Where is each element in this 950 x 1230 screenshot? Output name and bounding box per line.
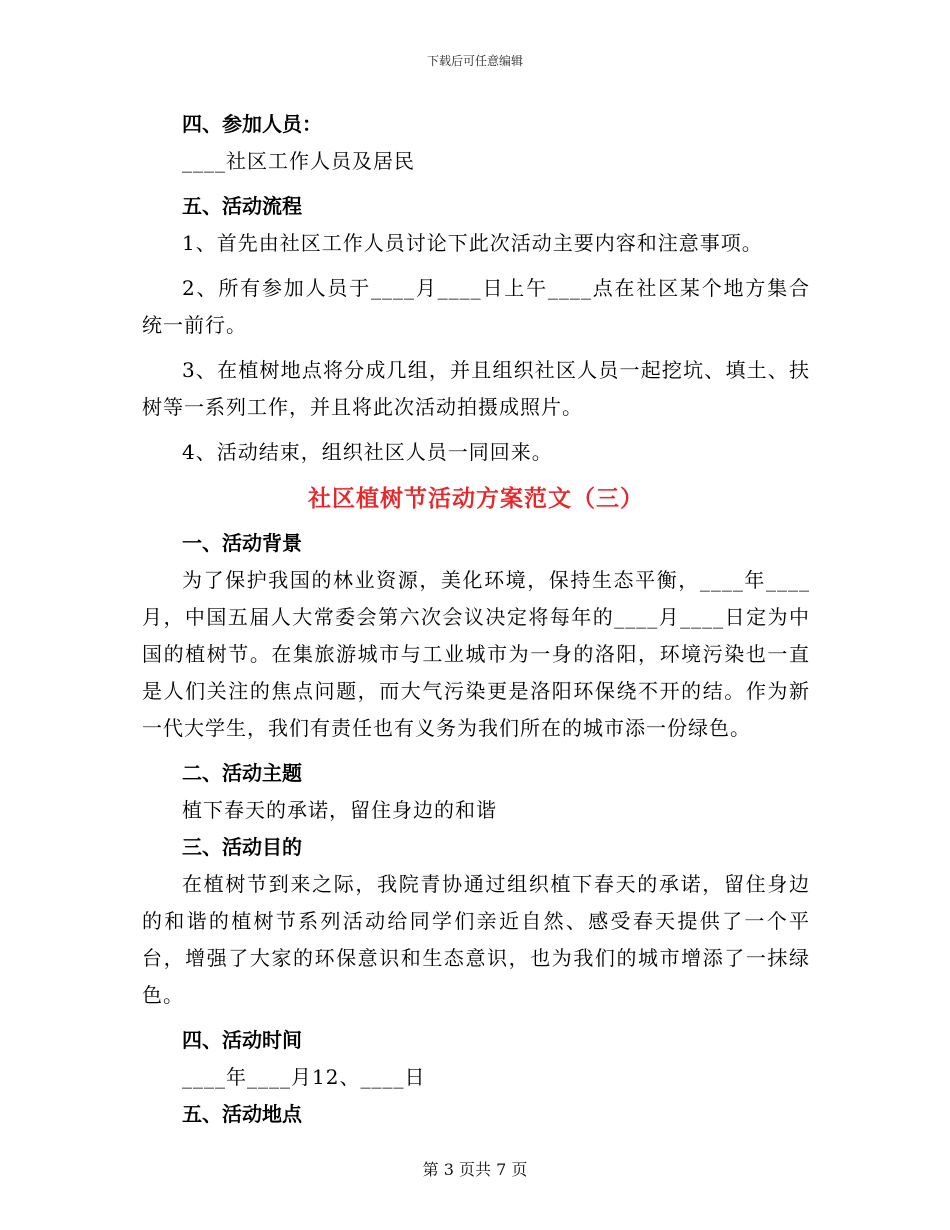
heading-purpose: 三、活动目的 xyxy=(182,835,302,859)
heading-theme: 二、活动主题 xyxy=(182,761,302,785)
heading-time: 四、活动时间 xyxy=(182,1028,302,1052)
paragraph-process-step-4: 4、活动结束，组织社区人员一同回来。 xyxy=(182,440,553,464)
page-number: 第 3 页共 7 页 xyxy=(422,1160,528,1179)
paragraph-process-step-1: 1、首先由社区工作人员讨论下此次活动主要内容和注意事项。 xyxy=(182,231,763,255)
paragraph-theme: 植下春天的承诺，留住身边的和谐 xyxy=(182,798,497,822)
heading-participants: 四、参加人员： xyxy=(182,112,322,136)
document-body xyxy=(142,106,810,1133)
heading-background: 一、活动背景 xyxy=(182,531,302,555)
paragraph-purpose: 在植树节到来之际，我院青协通过组织植下春天的承诺，留住身边的和谐的植树节系列活动给同学们亲近自然、感受春天提供了一个平台，增强了大家的环保意识和生态意识，也为我们的城市增添了一抹绿色。 xyxy=(142,872,810,1007)
page-header-note: 下载后可任意编辑 xyxy=(426,54,523,68)
paragraph-time: ____年____月12、____日 xyxy=(182,1065,426,1089)
heading-location: 五、活动地点 xyxy=(182,1102,302,1126)
heading-process: 五、活动流程 xyxy=(182,194,302,218)
paragraph-process-step-2: 2、所有参加人员于____月____日上午____点在社区某个地方集合统一前行。 xyxy=(142,276,810,337)
section-title: 社区植树节活动方案范文（三） xyxy=(308,486,644,512)
paragraph-participants: ____社区工作人员及居民 xyxy=(182,149,415,173)
paragraph-background: 为了保护我国的林业资源，美化环境，保持生态平衡，____年____月，中国五届人大常委会第六次会议决定将每年的____月____日定为中国的植树节。在集旅游城市与工业城市为一身的洛阳，环境污染也一直是人们关注的焦点问题，而大气污染更是洛阳环保绕不开的结。作为新一代大学生，我们有责任也有义务为我们所在的城市添一份绿色。 xyxy=(142,568,810,740)
paragraph-process-step-3: 3、在植树地点将分成几组，并且组织社区人员一起挖坑、填土、扶树等一系列工作，并且将此次活动拍摄成照片。 xyxy=(142,358,810,419)
